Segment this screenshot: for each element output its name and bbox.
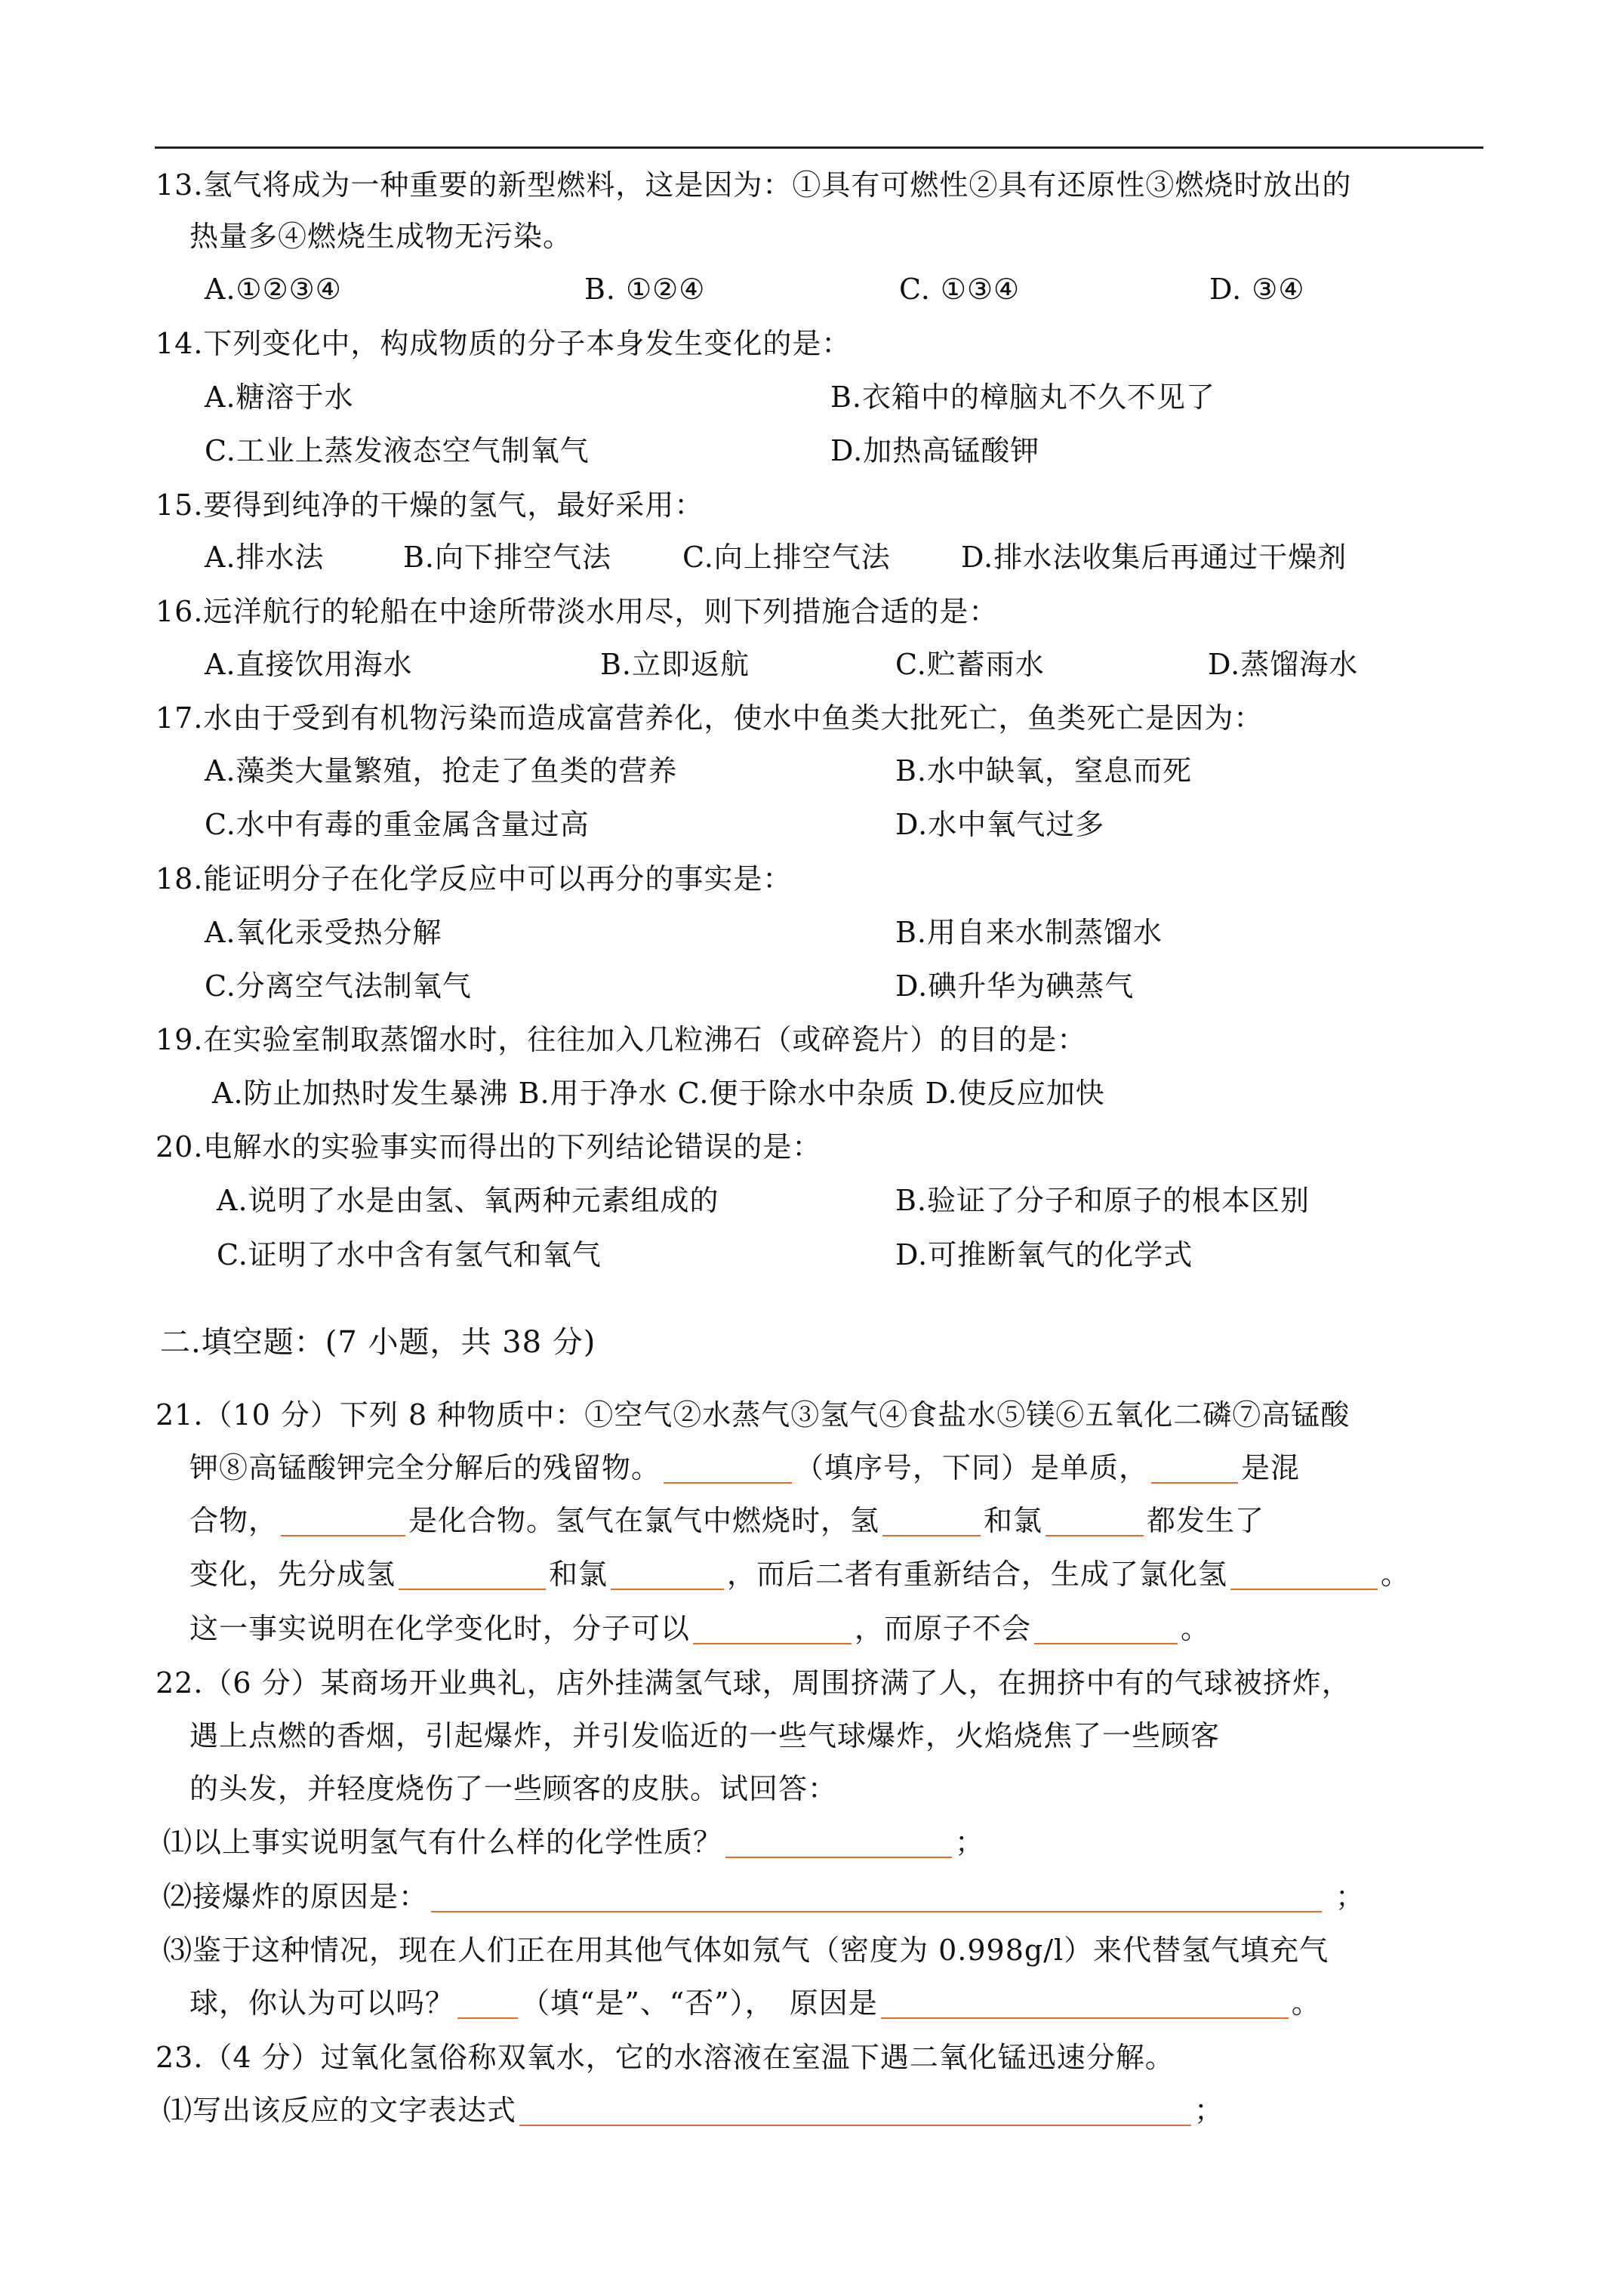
q18-option-c: C.分离空气法制氧气 — [205, 969, 472, 1003]
q18-option-b: B.用自来水制蒸馏水 — [895, 916, 1163, 949]
q15-option-d: D.排水法收集后再通过干燥剂 — [961, 541, 1347, 574]
q14-option-b: B.衣箱中的樟脑丸不久不见了 — [830, 381, 1216, 414]
section-title: 二.填空题：(7 小题，共 38 分) — [160, 1325, 596, 1360]
answer-blank[interactable] — [693, 1613, 852, 1644]
q14-option-c: C.工业上蒸发液态空气制氧气 — [205, 434, 590, 467]
q13-option-c: C. ①③④ — [899, 273, 1021, 306]
q15-stem: 15.要得到纯净的干燥的氢气，最好采用： — [156, 488, 704, 522]
answer-blank[interactable] — [281, 1505, 405, 1536]
answer-blank[interactable] — [664, 1452, 792, 1484]
q15-option-c: C.向上排空气法 — [682, 541, 891, 574]
q20-option-b: B.验证了分子和原子的根本区别 — [895, 1184, 1310, 1217]
q23-line1: 23.（4 分）过氧化氢俗称双氧水，它的水溶液在室温下遇二氧化锰迅速分解。 — [156, 2041, 1175, 2074]
q14-option-d: D.加热高锰酸钾 — [830, 434, 1040, 467]
answer-blank[interactable] — [611, 1558, 724, 1590]
answer-blank[interactable] — [399, 1558, 546, 1590]
q13-option-b: B. ①②④ — [584, 273, 706, 306]
q21-line2: 钾⑧高锰酸钾完全分解后的残留物。 （填序号，下同）是单质， 是混 — [189, 1451, 1301, 1484]
q15-option-a: A.排水法 — [205, 541, 325, 574]
answer-blank[interactable] — [1034, 1613, 1178, 1644]
q20-stem: 20.电解水的实验事实而得出的下列结论错误的是： — [156, 1130, 822, 1163]
answer-blank[interactable] — [725, 1826, 952, 1858]
q16-option-d: D.蒸馏海水 — [1208, 648, 1359, 681]
q22-line3: 的头发，并轻度烧伤了一些顾客的皮肤。试回答： — [189, 1772, 838, 1805]
answer-blank[interactable] — [431, 1881, 1322, 1912]
q13-option-d: D. ③④ — [1209, 273, 1305, 306]
answer-blank[interactable] — [519, 2094, 1191, 2126]
q20-option-c: C.证明了水中含有氢气和氧气 — [217, 1238, 602, 1271]
q16-option-b: B.立即返航 — [600, 648, 750, 681]
q22-part1: ⑴以上事实说明氢气有什么样的化学性质？ ； — [163, 1826, 985, 1859]
answer-blank[interactable] — [457, 1987, 518, 2019]
q16-option-c: C.贮蓄雨水 — [895, 648, 1045, 681]
q22-part3-line2: 球，你认为可以吗？ （填“是”、“否”）， 原因是 。 — [189, 1986, 1321, 2020]
q17-stem: 17.水由于受到有机物污染而造成富营养化，使水中鱼类大批死亡，鱼类死亡是因为： — [156, 701, 1264, 735]
q22-part3-line1: ⑶鉴于这种情况，现在人们正在用其他气体如氖气（密度为 0.998g/l）来代替氢气填充气 — [163, 1934, 1329, 1967]
q15-option-b: B.向下排空气法 — [403, 541, 612, 574]
q17-option-a: A.藻类大量繁殖，抢走了鱼类的营养 — [205, 754, 678, 787]
q13-stem-line1: 13.氢气将成为一种重要的新型燃料，这是因为：①具有可燃性②具有还原性③燃烧时放出的 — [156, 168, 1352, 202]
q14-option-a: A.糖溶于水 — [205, 381, 354, 414]
q22-part2: ⑵接爆炸的原因是： ； — [163, 1880, 1366, 1913]
q21-line4: 变化，先分成氢 和氯 ，而后二者有重新结合，生成了氯化氢 。 — [189, 1558, 1411, 1591]
q22-line2: 遇上点燃的香烟，引起爆炸，并引发临近的一些气球爆炸，火焰烧焦了一些顾客 — [189, 1719, 1221, 1752]
q17-option-b: B.水中缺氧，窒息而死 — [895, 754, 1193, 787]
q16-stem: 16.远洋航行的轮船在中途所带淡水用尽，则下列措施合适的是： — [156, 595, 999, 628]
q16-option-a: A.直接饮用海水 — [205, 648, 413, 681]
q21-line5: 这一事实说明在化学变化时，分子可以 ，而原子不会 。 — [189, 1612, 1211, 1645]
q18-option-d: D.碘升华为碘蒸气 — [895, 969, 1135, 1003]
q17-option-d: D.水中氧气过多 — [895, 808, 1105, 841]
answer-blank[interactable] — [1151, 1452, 1238, 1484]
answer-blank[interactable] — [881, 1987, 1289, 2019]
q23-part1: ⑴写出该反应的文字表达式 ； — [163, 2094, 1224, 2127]
q13-stem-line2: 热量多④燃烧生成物无污染。 — [189, 220, 573, 253]
q18-stem: 18.能证明分子在化学反应中可以再分的事实是： — [156, 862, 793, 895]
q14-stem: 14.下列变化中，构成物质的分子本身发生变化的是： — [156, 327, 852, 360]
q18-option-a: A.氧化汞受热分解 — [205, 916, 442, 949]
header-rule — [155, 146, 1483, 149]
q20-option-a: A.说明了水是由氢、氧两种元素组成的 — [217, 1184, 719, 1217]
q20-option-d: D.可推断氧气的化学式 — [895, 1238, 1193, 1271]
answer-blank[interactable] — [1230, 1558, 1378, 1590]
q13-option-a: A.①②③④ — [205, 273, 342, 306]
q17-option-c: C.水中有毒的重金属含量过高 — [205, 808, 590, 841]
q21-line3: 合物， 是化合物。氢气在氯气中燃烧时，氢 和氯 都发生了 — [189, 1504, 1265, 1537]
q21-line1: 21.（10 分）下列 8 种物质中：①空气②水蒸气③氢气④食盐水⑤镁⑥五氧化二磷⑦高锰酸 — [156, 1398, 1350, 1432]
answer-blank[interactable] — [1046, 1505, 1144, 1536]
q19-options: A.防止加热时发生暴沸 B.用于净水 C.便于除水中杂质 D.使反应加快 — [212, 1077, 1105, 1110]
q22-line1: 22.（6 分）某商场开业典礼，店外挂满氢气球，周围挤满了人，在拥挤中有的气球被挤炸， — [156, 1666, 1351, 1700]
q19-stem: 19.在实验室制取蒸馏水时，往往加入几粒沸石（或碎瓷片）的目的是： — [156, 1023, 1087, 1056]
answer-blank[interactable] — [882, 1505, 981, 1536]
